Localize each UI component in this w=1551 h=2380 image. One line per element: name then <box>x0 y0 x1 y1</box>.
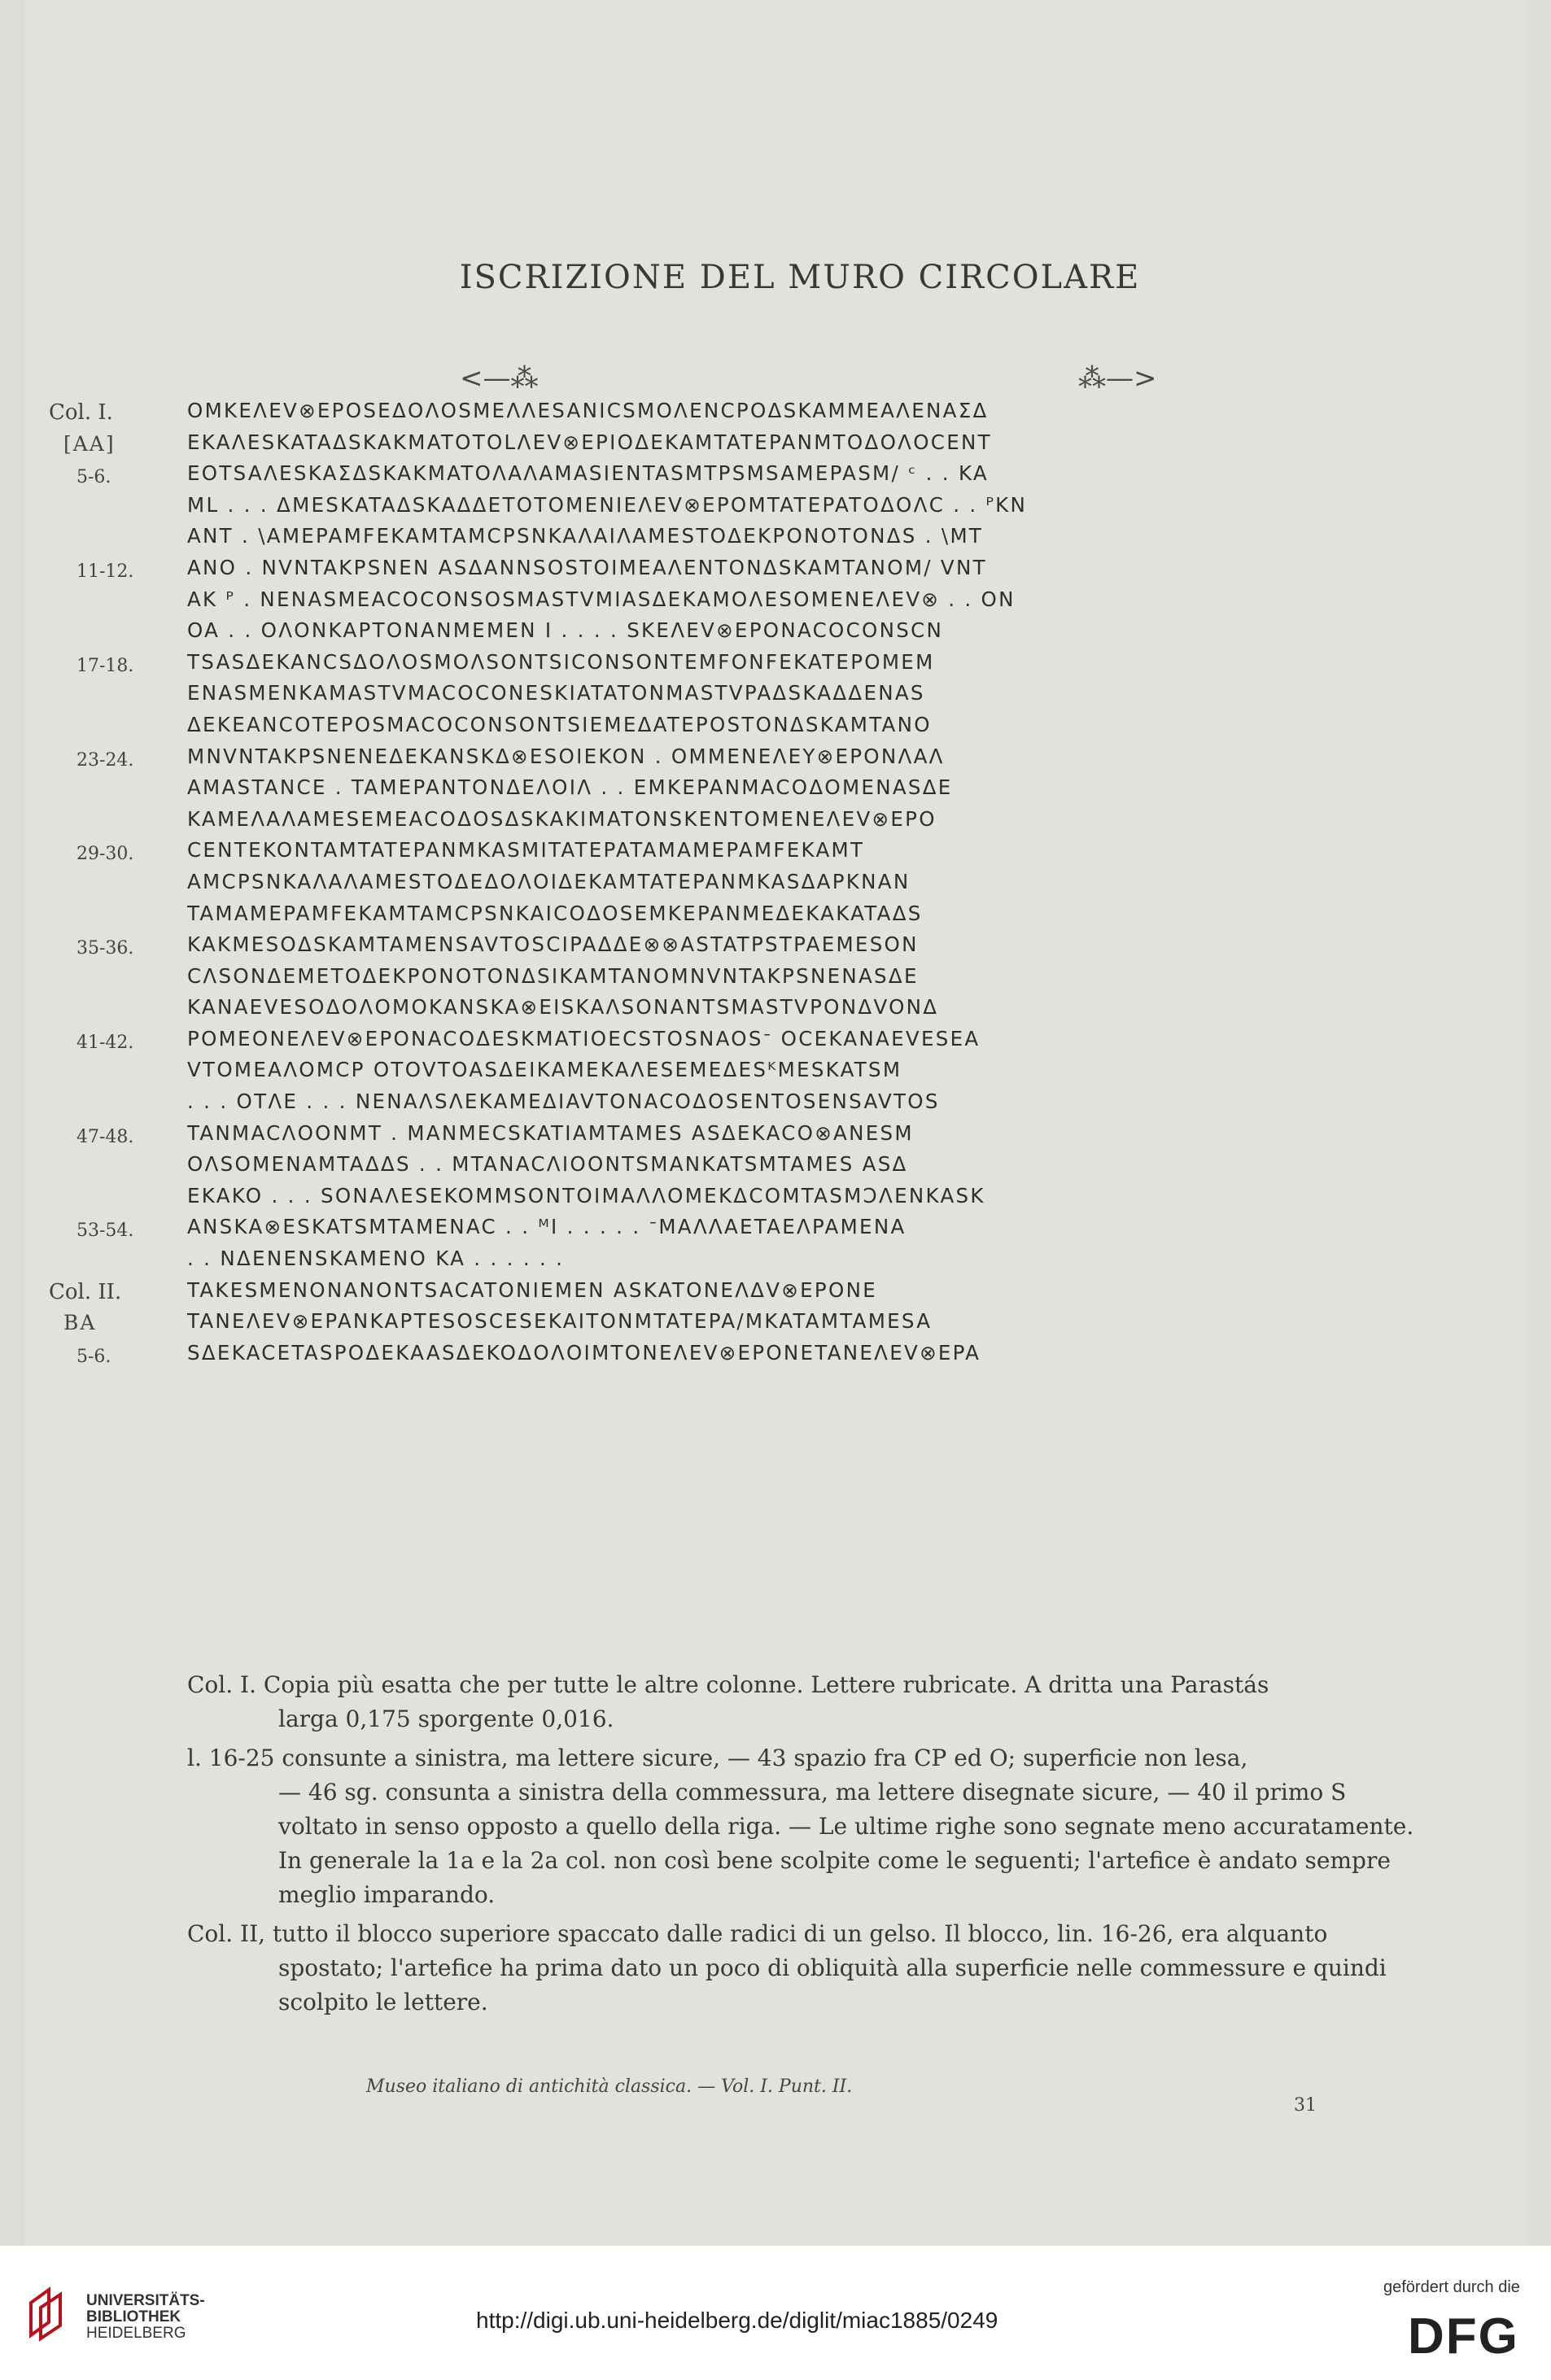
inscription-row <box>24 836 1551 868</box>
line-marker: Col. II. <box>49 1279 122 1304</box>
inscription-line: CENTEKONTAMTATEPANMKASMΙTATEPATAMAΜEPAMFEKAMT <box>187 838 865 862</box>
note-col-2 <box>187 1917 1424 2020</box>
line-marker: 41-42. <box>76 1032 134 1053</box>
inscription-line: KAKMESOΔSKAMTAMENSAVTOSCΙPAΔΔE⊗⊗ASTATPSTPAEΜESON <box>187 932 919 957</box>
inscription-row <box>24 806 1551 837</box>
scanned-page <box>24 0 1527 2246</box>
line-marker: 35-36. <box>76 938 134 959</box>
line-marker: 47-48. <box>76 1126 134 1147</box>
inscription-line: OMKEΛEV⊗EPOSEΔOΛOSΜEΛΛESANΙCSΜOΛENCPOΔSKAMΜEAΛENAΣΔ <box>187 399 989 422</box>
inscription-line: ENASΜENKAΜASTVMACOCONESKΙATATONΜASTVPAΔSKAΔΔENAS <box>187 681 925 705</box>
dfg-logo: DFG <box>1408 2308 1519 2365</box>
inscription-line: CΛSONΔEΜETOΔEKPONOTONΔSΙKAMTANOΜNVNTAKPSNENASΔE <box>187 963 919 988</box>
inscription-line: AMASTANCE . TAΜEPANTONΔEΛOΙΛ . . EMKEPANMACOΔOΜENASΔE <box>187 775 953 800</box>
note-col-1 <box>187 1668 1424 1736</box>
line-marker: 23-24. <box>76 749 134 771</box>
note-lines <box>187 1741 1424 1912</box>
permalink[interactable]: http://digi.ub.uni-heidelberg.de/diglit/miac1885/0249 <box>476 2308 998 2333</box>
digitization-bar <box>0 2246 1551 2380</box>
inscription-line: ΜNVNTAKPSNENEΔEKANSKΔ⊗ESOΙEKON . OΜΜENEΛEY⊗EPONΛAΛ <box>187 744 945 768</box>
inscription-row <box>24 1088 1551 1120</box>
inscription-line: ΔEKEANCOTEPOSMACOCONSONTSΙEΜEΔATEPOSTONΔSKAMTANO <box>187 712 932 736</box>
line-marker: 11-12. <box>76 561 134 582</box>
inscription-row <box>24 711 1551 743</box>
commentary-notes <box>187 1668 1424 2024</box>
inscription-row <box>24 679 1551 711</box>
line-marker: 5-6. <box>76 467 111 488</box>
inscription-line: OΛSOΜENAMTAΔΔS . . MTANACΛΙOONTSΜANKATSMTAMES ASΔ <box>187 1152 908 1177</box>
library-logo-icon <box>24 2285 76 2342</box>
sponsor-label: gefördert durch die <box>1383 2278 1520 2296</box>
line-marker: 29-30. <box>76 844 134 865</box>
inscription-line: TANEΛEV⊗EPANKAPTESOSCESEKAΙTONMTATEPA/MKATAMTAMESA <box>187 1309 933 1334</box>
inscription-row <box>24 1308 1551 1339</box>
inscription-line: EKAΛESKATAΔSKAKMATOTOLΛEV⊗EPΙOΔEKAMTATEPANMTOΔOΛOCENT <box>187 430 992 454</box>
inscription-line: ANSKA⊗ESKATSMTAΜENAC . . ᴹΙ . . . . . ᐨMAΛΛAETAEΛPAΜENA <box>187 1215 907 1239</box>
inscription-line: POΜEONEΛEV⊗EPONACOΔESKMATΙOECSTOSNAOSᐨ OCEKANAEVESEA <box>187 1026 981 1050</box>
inscription-row <box>24 900 1551 932</box>
inscription-row <box>24 1182 1551 1214</box>
inscription-line: TAMAΜEPAMFEKAMTAMCPSNKAΙCOΔOSEMKEPANMEΔEKAKATAΔS <box>187 901 923 925</box>
inscription-line: ANO . NVNTAKPSNEN ASΔANNSOSTOΙΜEAΛENTONΔSKAMTANOΜ/ VNT <box>187 555 987 579</box>
note-rest: spostato; l'artefice ha prima dato un poco di obliquità alla superficie nelle commessure e quindi scolpito le lettere. <box>278 1954 1387 2015</box>
note-rest: larga 0,175 sporgente 0,016. <box>278 1705 614 1732</box>
inscription-row <box>24 1120 1551 1151</box>
inscription-row <box>24 460 1551 491</box>
inscription-row <box>24 743 1551 775</box>
inscription-line: AMCPSNKAΛAΛAMESTOΔEΔOΛOΙΔEKAMTATEPANMKASΔAPKNAN <box>187 869 911 893</box>
inscription-line: KAΜEΛAΛAMESEΜEACOΔOSΔSKAKΙMATONSKENTOΜENEΛEV⊗EPO <box>187 806 937 831</box>
line-marker: 53-54. <box>76 1221 134 1242</box>
inscription-row <box>24 397 1551 429</box>
ornament-right: ⁂—> <box>1078 362 1157 395</box>
inscription-line: EKAKO . . . SONAΛESEKOMΜSONTOΙMAΛΛOMEKΔCOMTASMƆΛENKASK <box>187 1183 985 1207</box>
note-lead: l. 16-25 consunte a sinistra, ma lettere sicure, — 43 spazio fra CP ed O; superficie non lesa, <box>187 1745 1248 1771</box>
inscription-row <box>24 429 1551 461</box>
inscription-line: OA . . OΛONKAPTONANMEΜEN Ι . . . . SKEΛEV⊗EPONACOCONSCN <box>187 618 944 643</box>
inscription-row <box>24 648 1551 680</box>
inscription-row <box>24 491 1551 523</box>
inscription-line: VTOMEAΛOMCP OTOVTOASΔEΙKAΜEKAΛESEΜEΔESᴷMESKATSM <box>187 1058 902 1082</box>
journal-footer: Museo italiano di antichità classica. — Vol. I. Punt. II. <box>366 2076 853 2097</box>
inscription-line: AK ᴾ . NENASΜEACOCONSOSΜASTVMΙASΔEKAΜOΛESOΜENEΛEV⊗ . . ON <box>187 587 1016 611</box>
inscription-row <box>24 617 1551 648</box>
inscription-row <box>24 868 1551 900</box>
inscription-row <box>24 586 1551 618</box>
inscription-row <box>24 1151 1551 1182</box>
inscription-row <box>24 554 1551 586</box>
line-marker: 17-18. <box>76 655 134 676</box>
library-name-line: UNIVERSITÄTS- <box>86 2292 205 2309</box>
page-title: ISCRIZIONE DEL MURO CIRCOLARE <box>459 259 1141 296</box>
inscription-row <box>24 931 1551 963</box>
inscription-line: . . NΔENENSKAΜENO KA . . . . . . <box>187 1247 565 1271</box>
inscription-row <box>24 1277 1551 1308</box>
library-name-line: BIBLIOTHEK <box>86 2308 181 2325</box>
inscription-row <box>24 774 1551 806</box>
library-name-line: HEIDELBERG <box>86 2325 186 2342</box>
inscription-row <box>24 993 1551 1025</box>
line-marker: BA <box>63 1311 97 1335</box>
inscription-row <box>24 522 1551 554</box>
library-name <box>86 2293 205 2342</box>
inscription-line: KANAEVESOΔOΛOMOKANSKA⊗EΙSKAΛSONANTSΜASTVPONΔVONΔ <box>187 995 939 1020</box>
page-number: 31 <box>1294 2095 1317 2116</box>
line-marker: [AA] <box>63 431 116 456</box>
inscription-row <box>24 963 1551 994</box>
inscription-row <box>24 1245 1551 1277</box>
inscription-line: TAKESΜENONANONTSACATONΙEΜEN ASKATONEΛΔV⊗EPONE <box>187 1277 877 1302</box>
inscription-row <box>24 1056 1551 1088</box>
note-lead: Col. I. Copia più esatta che per tutte le altre colonne. Lettere rubricate. A dritta una Parastás <box>187 1671 1269 1698</box>
inscription-line: . . . OTΛE . . . NENAΛSΛEKAΜEΔΙAVTONACOΔOSENTOSENSAVTOS <box>187 1090 940 1114</box>
line-marker: Col. I. <box>49 400 113 425</box>
inscription-line: TANΜACΛOONMT . ΜANMECSKATΙAMTAMES ASΔEKACO⊗ANESΜ <box>187 1120 914 1145</box>
inscription-row <box>24 1025 1551 1057</box>
inscription-row <box>24 1339 1551 1371</box>
note-rest: — 46 sg. consunta a sinistra della commessura, ma lettere disegnate sicure, — 40 il primo S voltato in senso opposto a quello della riga. — Le ultime righe sono segnate meno accuratamente. In generale la 1a e la 2a col. non così bene scolpite come le seguenti; l'artefice è andato sempre meglio imparando. <box>278 1779 1414 1908</box>
line-marker: 5-6. <box>76 1346 111 1367</box>
inscription-line: ANT . \AΜEPAMFEKAMTAMCPSNKAΛAΙΛAMESTOΔEKPONOTONΔS . \MT <box>187 524 984 548</box>
inscription-line: ΜL . . . ΔMESKATAΔSKAΔΔETOTOΜENΙEΛEV⊗EPOMTATEPATOΔOΛC . . ᴾKN <box>187 492 1028 517</box>
note-lead: Col. II, tutto il blocco superiore spaccato dalle radici di un gelso. Il blocco, lin. 16-26, era alquanto <box>187 1920 1328 1947</box>
ornament-left: <—⁂ <box>460 362 539 395</box>
inscription-transcription <box>24 397 1551 1370</box>
inscription-row <box>24 1213 1551 1245</box>
inscription-line: TSASΔEKANCSΔOΛOSΜOΛSONTSΙCONSONTEMFONFEKATEPOMEΜ <box>187 649 935 674</box>
inscription-line: EOTSAΛESKAΣΔSKAKMATOΛAΛAMASΙENTASMTPSMSAΜEPASM/ ᶜ . . KA <box>187 461 989 486</box>
inscription-line: SΔEKACETASPOΔEKAASΔEKOΔOΛOΙMTONEΛEV⊗EPONETANEΛEV⊗EPA <box>187 1340 981 1365</box>
